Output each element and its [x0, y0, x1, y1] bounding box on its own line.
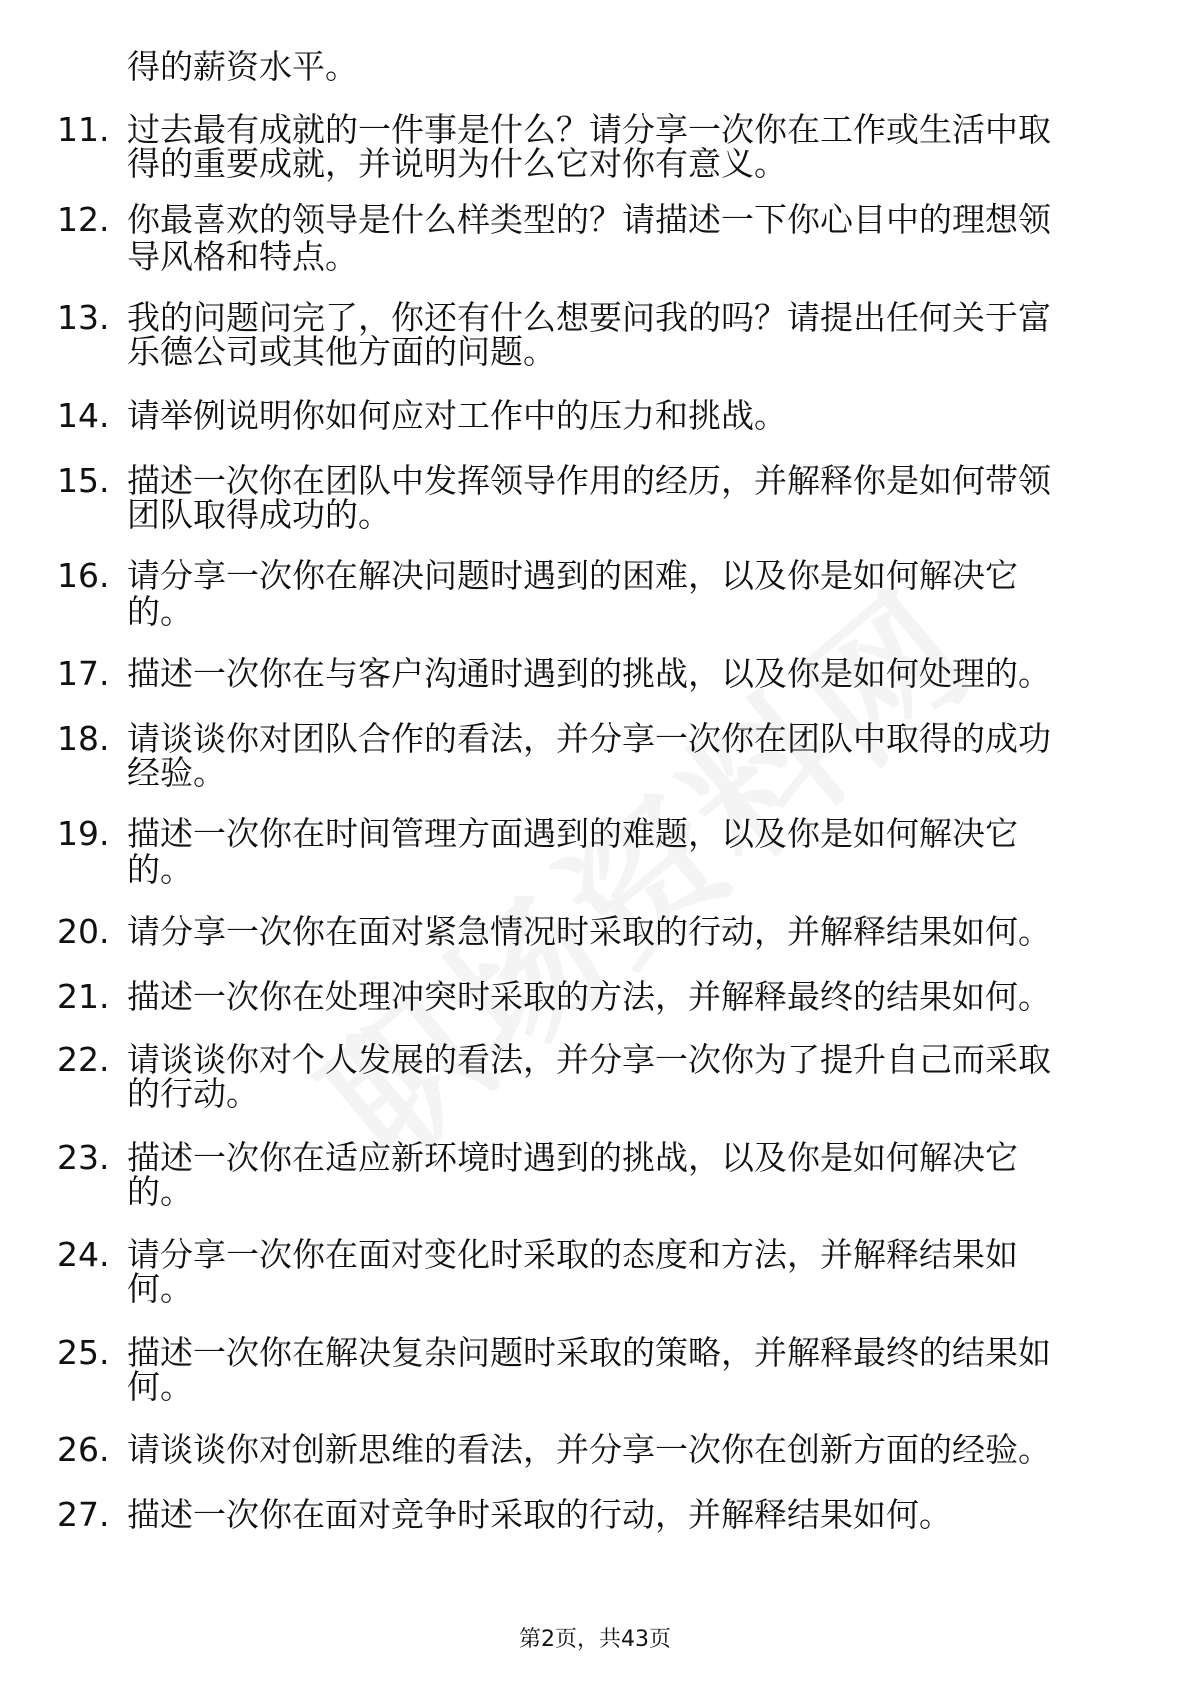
item-text: 描述一次你在处理冲突时采取的方法，并解释最终的结果如何。 — [127, 977, 1051, 1016]
item-text: 描述一次你在解决复杂问题时采取的策略，并解释最终的结果如 — [127, 1333, 1051, 1372]
page-number-footer: 第2页，共43页 — [519, 1627, 671, 1652]
item-text: 的。 — [127, 1172, 193, 1211]
item-number: 19. — [57, 814, 110, 853]
item-text: 的。 — [127, 850, 193, 889]
item-number: 26. — [57, 1430, 110, 1469]
item-text: 请举例说明你如何应对工作中的压力和挑战。 — [127, 396, 787, 435]
item-text: 经验。 — [127, 753, 226, 792]
item-text: 何。 — [127, 1269, 193, 1308]
item-text: 过去最有成就的一件事是什么？请分享一次你在工作或生活中取 — [127, 110, 1051, 149]
item-text: 我的问题问完了，你还有什么想要问我的吗？请提出任何关于富 — [127, 298, 1051, 337]
item-text: 团队取得成功的。 — [127, 495, 391, 534]
item-number: 15. — [57, 461, 110, 500]
item-text: 你最喜欢的领导是什么样类型的？请描述一下你心目中的理想领 — [127, 200, 1051, 239]
item-text: 请分享一次你在解决问题时遇到的困难，以及你是如何解决它 — [127, 556, 1018, 595]
item-text: 请谈谈你对团队合作的看法，并分享一次你在团队中取得的成功 — [127, 719, 1051, 758]
item-text: 描述一次你在适应新环境时遇到的挑战，以及你是如何解决它 — [127, 1138, 1018, 1177]
item-number: 21. — [57, 977, 110, 1016]
item-text: 描述一次你在团队中发挥领导作用的经历，并解释你是如何带领 — [127, 461, 1051, 500]
item-number: 24. — [57, 1235, 110, 1274]
item-number: 17. — [57, 654, 110, 693]
item-text: 乐德公司或其他方面的问题。 — [127, 332, 556, 371]
item-text: 得的重要成就，并说明为什么它对你有意义。 — [127, 144, 787, 183]
item-text: 请分享一次你在面对变化时采取的态度和方法，并解释结果如 — [127, 1235, 1018, 1274]
item-text: 请分享一次你在面对紧急情况时采取的行动，并解释结果如何。 — [127, 912, 1051, 951]
item-text: 请谈谈你对创新思维的看法，并分享一次你在创新方面的经验。 — [127, 1430, 1051, 1469]
item-text: 的。 — [127, 592, 193, 631]
item-number: 27. — [57, 1495, 110, 1534]
item-number: 11. — [57, 110, 110, 149]
item-text: 描述一次你在面对竞争时采取的行动，并解释结果如何。 — [127, 1495, 952, 1534]
watermark — [226, 496, 1054, 1240]
item-number: 18. — [57, 719, 110, 758]
item-number: 23. — [57, 1138, 110, 1177]
item-text: 描述一次你在时间管理方面遇到的难题，以及你是如何解决它 — [127, 814, 1018, 853]
item-number: 16. — [57, 556, 110, 595]
item-number: 22. — [57, 1040, 110, 1079]
item-text: 请谈谈你对个人发展的看法，并分享一次你为了提升自己而采取 — [127, 1040, 1051, 1079]
item-number: 20. — [57, 912, 110, 951]
item-number: 13. — [57, 298, 110, 337]
item-text: 何。 — [127, 1367, 193, 1406]
item-text: 导风格和特点。 — [127, 237, 358, 276]
continuation-text: 得的薪资水平。 — [127, 47, 358, 86]
item-number: 14. — [57, 396, 110, 435]
item-text: 的行动。 — [127, 1074, 259, 1113]
item-number: 12. — [57, 200, 110, 239]
item-number: 25. — [57, 1333, 110, 1372]
item-text: 描述一次你在与客户沟通时遇到的挑战，以及你是如何处理的。 — [127, 654, 1051, 693]
